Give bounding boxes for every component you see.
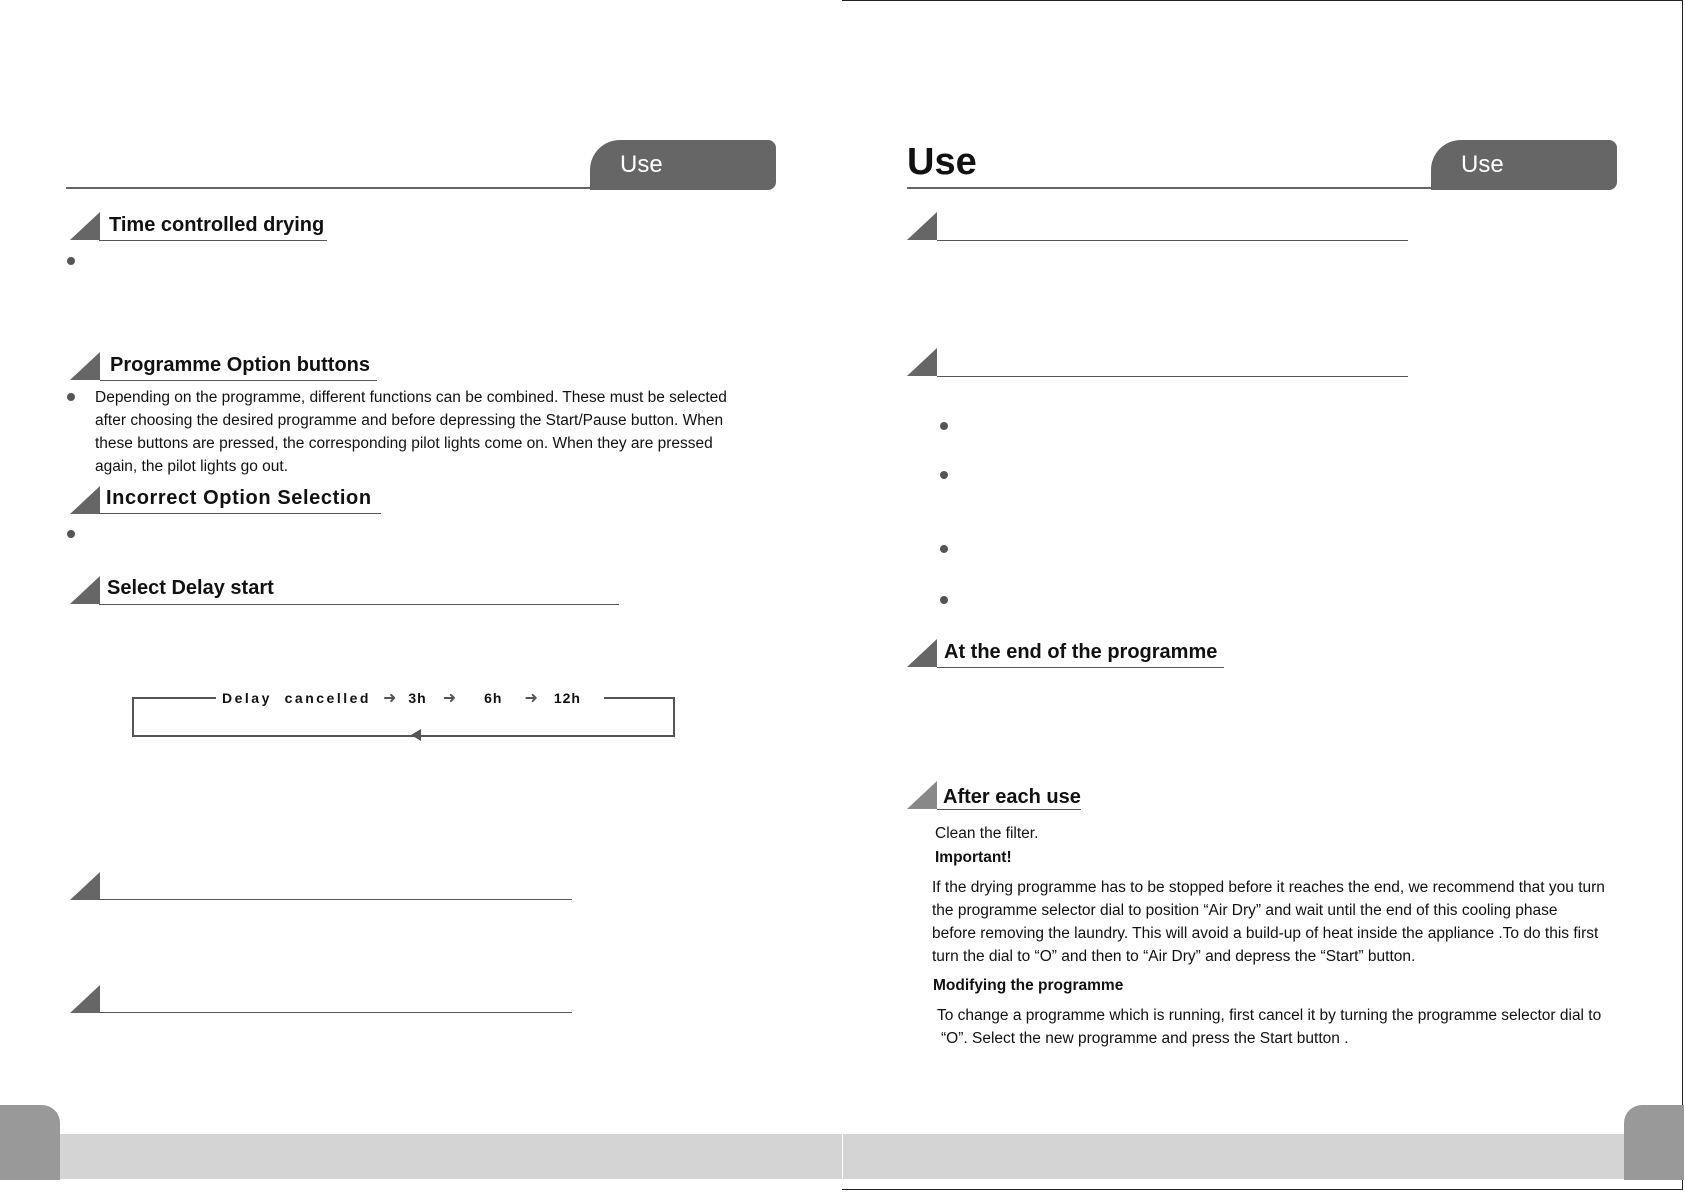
text-line: these buttons are pressed, the corresponding pilot lights come on. When they are pressed: [95, 435, 713, 452]
section-title-delay-start: Select Delay start: [107, 577, 274, 599]
section-title-incorrect-option: Incorrect Option Selection: [106, 487, 372, 509]
section-underline: [99, 240, 327, 241]
bullet-icon: [67, 257, 75, 265]
section-underline: [937, 667, 1224, 668]
section-underline: [937, 376, 1408, 377]
section-title-programme-options: Programme Option buttons: [110, 354, 370, 376]
left-header-tab: [590, 140, 776, 228]
section-marker-icon: [907, 212, 937, 240]
section-underline: [937, 240, 1408, 241]
page-title: Use: [907, 141, 977, 183]
right-page-number-tab: [1624, 1105, 1684, 1180]
clean-filter-text: Clean the filter.: [935, 825, 1039, 842]
left-bottom-band: [0, 1134, 842, 1179]
bullet-icon: [940, 545, 948, 553]
section-title-end-of-programme: At the end of the programme: [944, 641, 1218, 663]
section-marker-icon: [907, 781, 937, 809]
right-bottom-band: [843, 1134, 1683, 1179]
modifying-label: Modifying the programme: [933, 977, 1124, 994]
section-underline: [99, 604, 619, 605]
section-title-time-controlled: Time controlled drying: [109, 214, 325, 236]
bullet-icon: [67, 530, 75, 538]
bullet-icon: [67, 393, 75, 401]
section-underline: [100, 1012, 572, 1013]
text-line: To change a programme which is running, first cancel it by turning the programme selector dial to: [937, 1007, 1602, 1024]
section-underline: [100, 380, 377, 381]
important-text: [932, 876, 1672, 968]
text-line: “O”. Select the new programme and press the Start button .: [941, 1030, 1349, 1047]
section-underline: [937, 809, 1081, 810]
return-arrow-icon: [411, 729, 421, 741]
bullet-icon: [940, 422, 948, 430]
left-header-line: [66, 187, 596, 189]
important-label: Important!: [935, 849, 1012, 866]
right-header-line: [907, 187, 1437, 189]
section-marker-icon: [70, 985, 100, 1013]
section-underline: [99, 513, 381, 514]
section-marker-icon: [70, 872, 100, 900]
text-line: If the drying programme has to be stopped before it reaches the end, we recommend that you turn: [932, 879, 1605, 896]
diagram-top-line-left: [132, 697, 218, 699]
left-header-tab-label: Use Process: [620, 151, 707, 228]
section-marker-icon: [70, 352, 100, 380]
arrow-right-icon: ➜: [524, 690, 538, 707]
bullet-icon: [940, 596, 948, 604]
delay-step-12h: 12h: [548, 690, 587, 706]
bullet-icon: [940, 471, 948, 479]
text-line: turn the dial to “O” and then to “Air Dry” and depress the “Start” button.: [932, 948, 1416, 965]
programme-options-text: [95, 386, 765, 478]
arrow-right-icon: ➜: [382, 690, 397, 707]
delay-cancelled-label: Delay cancelled: [216, 690, 377, 706]
section-marker-icon: [70, 212, 100, 240]
text-line: Depending on the programme, different functions can be combined. These must be selected: [95, 389, 727, 406]
arrow-right-icon: ➜: [442, 690, 457, 707]
section-marker-icon: [907, 348, 937, 376]
section-marker-icon: [70, 576, 100, 604]
text-line: after choosing the desired programme and before depressing the Start/Pause button. When: [95, 412, 724, 429]
section-underline: [100, 899, 572, 900]
section-marker-icon: [907, 639, 937, 667]
delay-steps-row: [216, 688, 587, 708]
right-header-tab-label: Use Process: [1461, 151, 1548, 228]
section-marker-icon: [70, 486, 100, 514]
diagram-top-line-right: [604, 697, 675, 699]
delay-step-6h: 6h: [478, 690, 508, 706]
modifying-text: [937, 1004, 1667, 1050]
left-page-number-tab: [0, 1105, 60, 1180]
section-title-after-each-use: After each use: [943, 786, 1081, 808]
text-line: again, the pilot lights go out.: [95, 458, 289, 475]
text-line: the programme selector dial to position “Air Dry” and wait until the end of this cooling phase: [932, 902, 1558, 919]
right-header-tab: [1431, 140, 1617, 228]
delay-step-3h: 3h: [402, 690, 432, 706]
text-line: before removing the laundry. This will avoid a build-up of heat inside the appliance .To do this first: [932, 925, 1599, 942]
